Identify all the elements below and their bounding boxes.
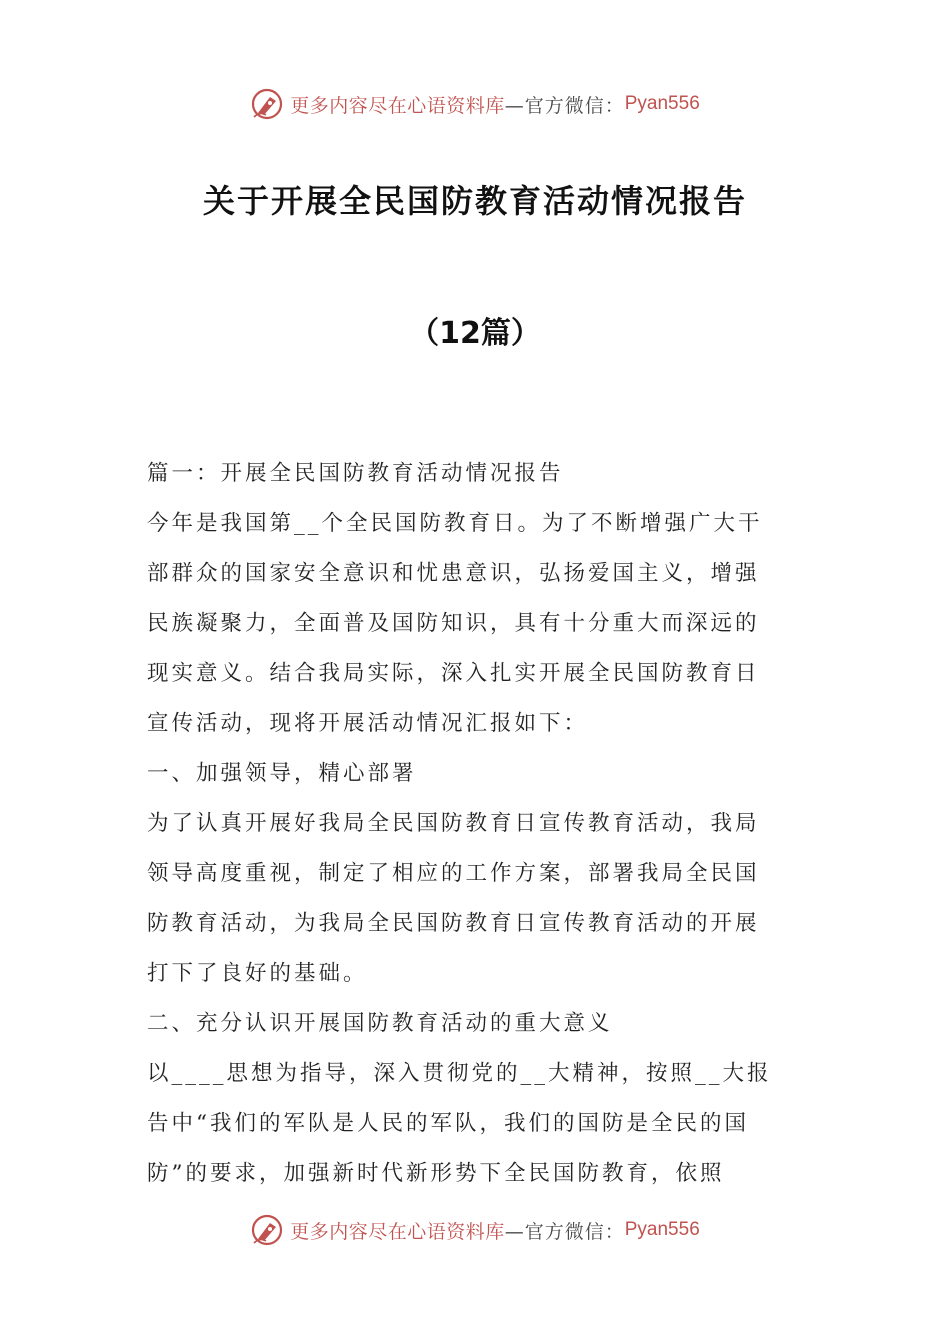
body-line: 告中“我们的军队是人民的军队，我们的国防是全民的国 [147, 1111, 749, 1136]
document-body [147, 449, 807, 1199]
body-line: 现实意义。结合我局实际，深入扎实开展全民国防教育日 [147, 661, 760, 686]
body-line: 部群众的国家安全意识和忧患意识，弘扬爱国主义，增强 [147, 561, 760, 586]
document-title: 关于开展全民国防教育活动情况报告 [202, 182, 747, 220]
pen-nib-seal-icon [250, 87, 284, 121]
body-line: 民族凝聚力，全面普及国防知识，具有十分重大而深远的 [147, 611, 760, 636]
banner-separator: —官方微信： [504, 94, 625, 117]
banner-text: 更多内容尽在心语资料库 [290, 94, 505, 117]
body-line: 为了认真开展好我局全民国防教育日宣传教育活动，我局 [147, 811, 760, 836]
body-line: 防教育活动，为我局全民国防教育日宣传教育活动的开展 [147, 911, 760, 936]
body-line: 以____思想为指导，深入贯彻党的__大精神，按照__大报 [147, 1061, 772, 1086]
body-line: 防”的要求，加强新时代新形势下全民国防教育，依照 [147, 1161, 725, 1186]
body-line: 打下了良好的基础。 [147, 961, 368, 986]
banner-wechat-id: Pyan556 [624, 93, 700, 114]
header-banner [0, 84, 950, 124]
footer-banner [0, 1210, 950, 1250]
banner-wechat-id: Pyan556 [624, 1219, 700, 1240]
body-line: 篇一：开展全民国防教育活动情况报告 [147, 461, 564, 486]
body-line: 一、加强领导，精心部署 [147, 761, 417, 786]
banner-text: 更多内容尽在心语资料库 [290, 1220, 505, 1243]
body-line: 二、充分认识开展国防教育活动的重大意义 [147, 1011, 613, 1036]
banner-separator: —官方微信： [504, 1220, 625, 1243]
body-line: 宣传活动，现将开展活动情况汇报如下： [147, 711, 589, 736]
document-subtitle: （12篇） [409, 316, 541, 351]
body-line: 今年是我国第__个全民国防教育日。为了不断增强广大干 [147, 511, 763, 536]
pen-nib-seal-icon [250, 1213, 284, 1247]
body-line: 领导高度重视，制定了相应的工作方案，部署我局全民国 [147, 861, 760, 886]
